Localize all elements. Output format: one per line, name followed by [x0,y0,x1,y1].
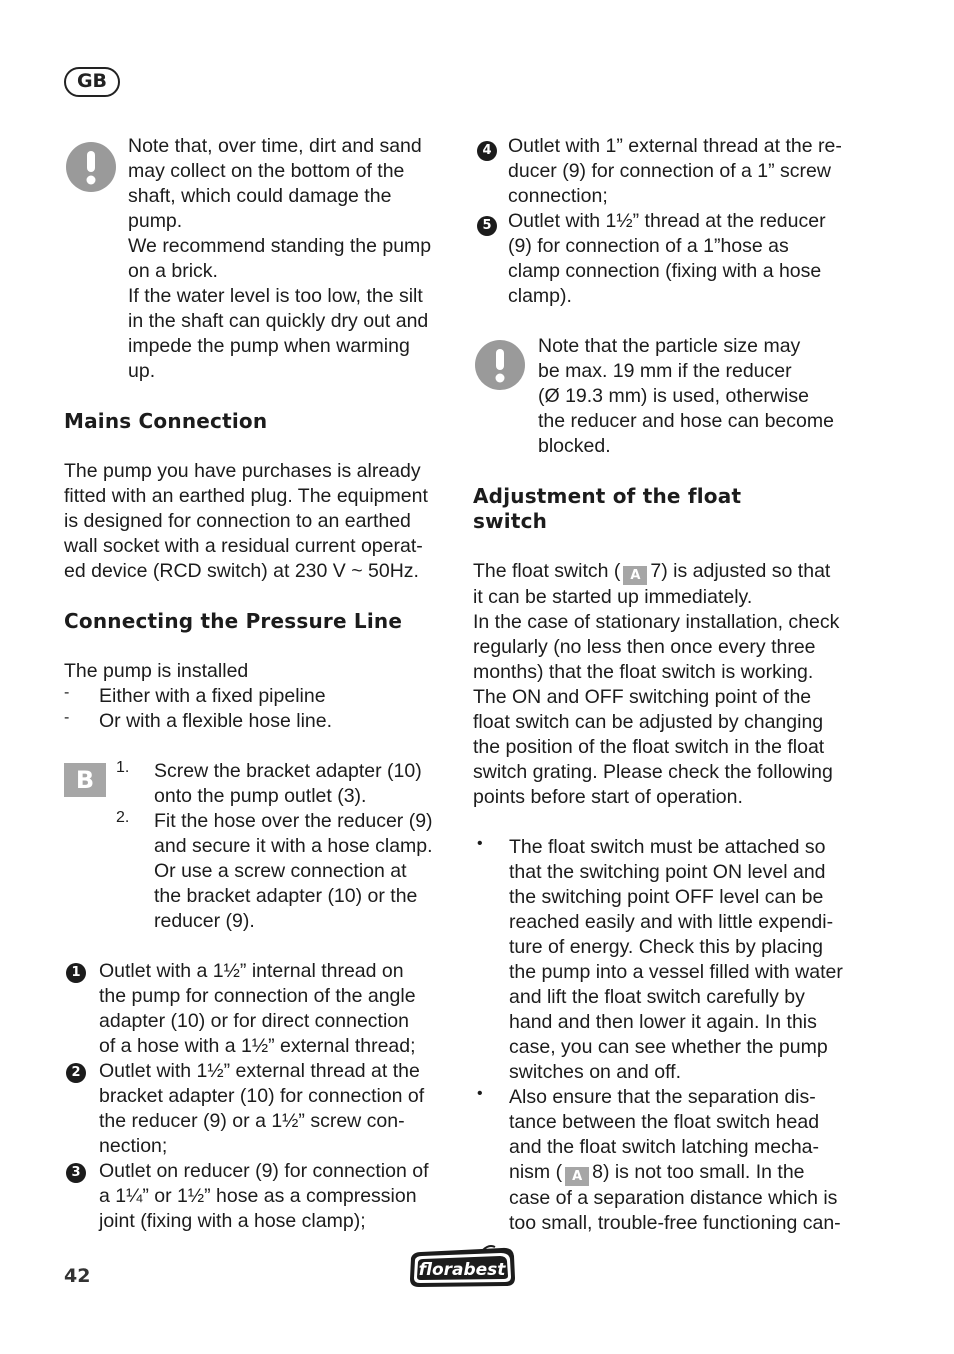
country-badge: GB [64,67,120,97]
note-line: Note that the particle size may [538,335,801,357]
note-line: pump. [128,210,183,232]
bullet-line: case of a separation distance which is [509,1187,838,1209]
note-line: blocked. [538,435,611,457]
note-line: impede the pump when warming [128,335,410,357]
outlet-line: Outlet with 1½” thread at the reducer [508,210,826,232]
step-line: onto the pump outlet (3). [154,785,367,807]
bullet-line: switches on and off. [509,1061,681,1083]
step-line: Screw the bracket adapter (10) [154,760,422,782]
bullet-line: the pump into a vessel filled with water [509,961,843,983]
outlet-line: ducer (9) for connection of a 1” screw [508,160,831,182]
outlet-number-badge: 2 [66,1063,86,1083]
paragraph-line: The float switch ( A 7) is adjusted so that [473,560,831,583]
bullet-line: hand and then lower it again. In this [509,1011,817,1033]
outlet-line: a 1¼” or 1½” hose as a compression [99,1185,417,1207]
bullet-line: that the switching point ON level and [509,861,826,883]
paragraph-line: fitted with an earthed plug. The equipment [64,485,428,507]
paragraph-line: The ON and OFF switching point of the [473,686,812,708]
steps-block [64,759,444,934]
figure-b-badge: B [64,763,106,797]
bullet-line: tance between the float switch head [509,1111,820,1133]
bullet-item [473,835,858,1085]
paragraph-line: points before start of operation. [473,786,743,808]
bullet-line: The float switch must be attached so [509,836,826,858]
dash-marker: - [64,709,70,726]
dash-marker: - [64,684,70,701]
dash-list-item [64,709,444,734]
outlet-number-badge: 1 [66,963,86,983]
dash-item-text: Or with a flexible hose line. [99,710,333,732]
bullet-marker: • [477,1085,483,1102]
note-line: in the shaft can quickly dry out and [128,310,429,332]
outlet-line: nection; [99,1135,168,1157]
outlet-line: the pump for connection of the angle [99,985,416,1007]
float-section [473,484,858,1236]
bullet-marker: • [477,835,483,852]
paragraph-line: is designed for connection to an earthed [64,510,411,532]
note-line: If the water level is too low, the silt [128,285,423,307]
svg-text:florabest: florabest [418,1260,506,1280]
paragraph-line: regularly (no less then once every three [473,636,816,658]
warning-note [473,334,858,459]
paragraph-line: The pump is installed [64,660,249,682]
step-line: Fit the hose over the reducer (9) [154,810,433,832]
dash-item-text: Either with a fixed pipeline [99,685,326,707]
note-line: the reducer and hose can become [538,410,834,432]
note-line: shaft, which could damage the [128,185,392,207]
outlet-item [473,134,858,209]
paragraph-line: months) that the float switch is working. [473,661,814,683]
paragraph-line: float switch can be adjusted by changing [473,711,824,733]
note-line: up. [128,360,156,382]
paragraph-line: the position of the float switch in the float [473,736,825,758]
bullet-line: nism ( A 8) is not too small. In the [509,1161,805,1184]
bullet-line: ture of energy. Check this by placing [509,936,823,958]
outlet-line: adapter (10) or for direct connection [99,1010,410,1032]
step-line: Or use a screw connection at [154,860,407,882]
step-item [116,759,444,809]
outlet-list [64,959,444,1234]
outlet-line: Outlet with 1” external thread at the re- [508,135,842,157]
mains-section [64,409,444,584]
exclamation-icon [475,340,525,390]
outlet-number-badge: 3 [66,1163,86,1183]
outlet-line: clamp). [508,285,572,307]
note-line: (Ø 19.3 mm) is used, otherwise [538,385,809,407]
bullet-line: and lift the float switch carefully by [509,986,805,1008]
step-number: 2. [116,809,130,826]
outlet-line: (9) for connection of a 1”hose as [508,235,789,257]
outlet-number-badge: 5 [477,216,497,236]
pressure-section [64,609,444,934]
outlet-list [473,134,858,309]
outlet-line: the reducer (9) or a 1½” screw con- [99,1110,405,1132]
paragraph-line: it can be started up immediately. [473,586,753,608]
step-line: reducer (9). [154,910,255,932]
outlet-item [64,959,444,1059]
figure-a-ref-badge: A [623,566,647,585]
outlet-line: Outlet with a 1½” internal thread on [99,960,404,982]
section-heading: Adjustment of the float [473,484,742,508]
paragraph-line: ed device (RCD switch) at 230 V ~ 50Hz. [64,560,419,582]
note-line: on a brick. [128,260,218,282]
outlet-line: Outlet with 1½” external thread at the [99,1060,420,1082]
bullet-line: reached easily and with little expendi- [509,911,834,933]
bullet-line: the switching point OFF level can be [509,886,824,908]
bullet-item [473,1085,858,1236]
bullet-line: and the float switch latching mecha- [509,1136,820,1158]
bullet-line: case, you can see whether the pump [509,1036,828,1058]
page-number: 42 [64,1265,91,1287]
outlet-line: joint (fixing with a hose clamp); [99,1210,366,1232]
outlet-line: of a hose with a 1½” external thread; [99,1035,416,1057]
outlet-item [473,209,858,309]
note-line: may collect on the bottom of the [128,160,405,182]
warning-note [64,134,444,384]
step-item [116,809,444,934]
section-heading: Mains Connection [64,409,268,433]
outlet-item [64,1059,444,1159]
paragraph-line: wall socket with a residual current operat- [64,535,423,557]
outlet-line: connection; [508,185,608,207]
outlet-line: Outlet on reducer (9) for connection of [99,1160,429,1182]
florabest-logo [405,1244,520,1290]
dash-list-item [64,684,444,709]
bullet-line: too small, trouble-free functioning can- [509,1212,841,1234]
outlet-line: bracket adapter (10) for connection of [99,1085,425,1107]
note-line: We recommend standing the pump [128,235,432,257]
paragraph-line: In the case of stationary installation, check [473,611,840,633]
section-heading: switch [473,509,548,533]
outlet-number-badge: 4 [477,141,497,161]
section-heading: Connecting the Pressure Line [64,609,403,633]
note-line: be max. 19 mm if the reducer [538,360,792,382]
outlet-item [64,1159,444,1234]
step-line: and secure it with a hose clamp. [154,835,433,857]
note-line: Note that, over time, dirt and sand [128,135,422,157]
step-line: the bracket adapter (10) or the [154,885,418,907]
figure-a-ref-badge: A [565,1167,589,1186]
paragraph-line: The pump you have purchases is already [64,460,421,482]
left-column [64,134,444,1234]
exclamation-icon [66,142,116,192]
step-number: 1. [116,759,130,776]
right-column [473,134,858,1236]
bullet-line: Also ensure that the separation dis- [509,1086,816,1108]
outlet-line: clamp connection (fixing with a hose [508,260,822,282]
paragraph-line: switch grating. Please check the following [473,761,833,783]
